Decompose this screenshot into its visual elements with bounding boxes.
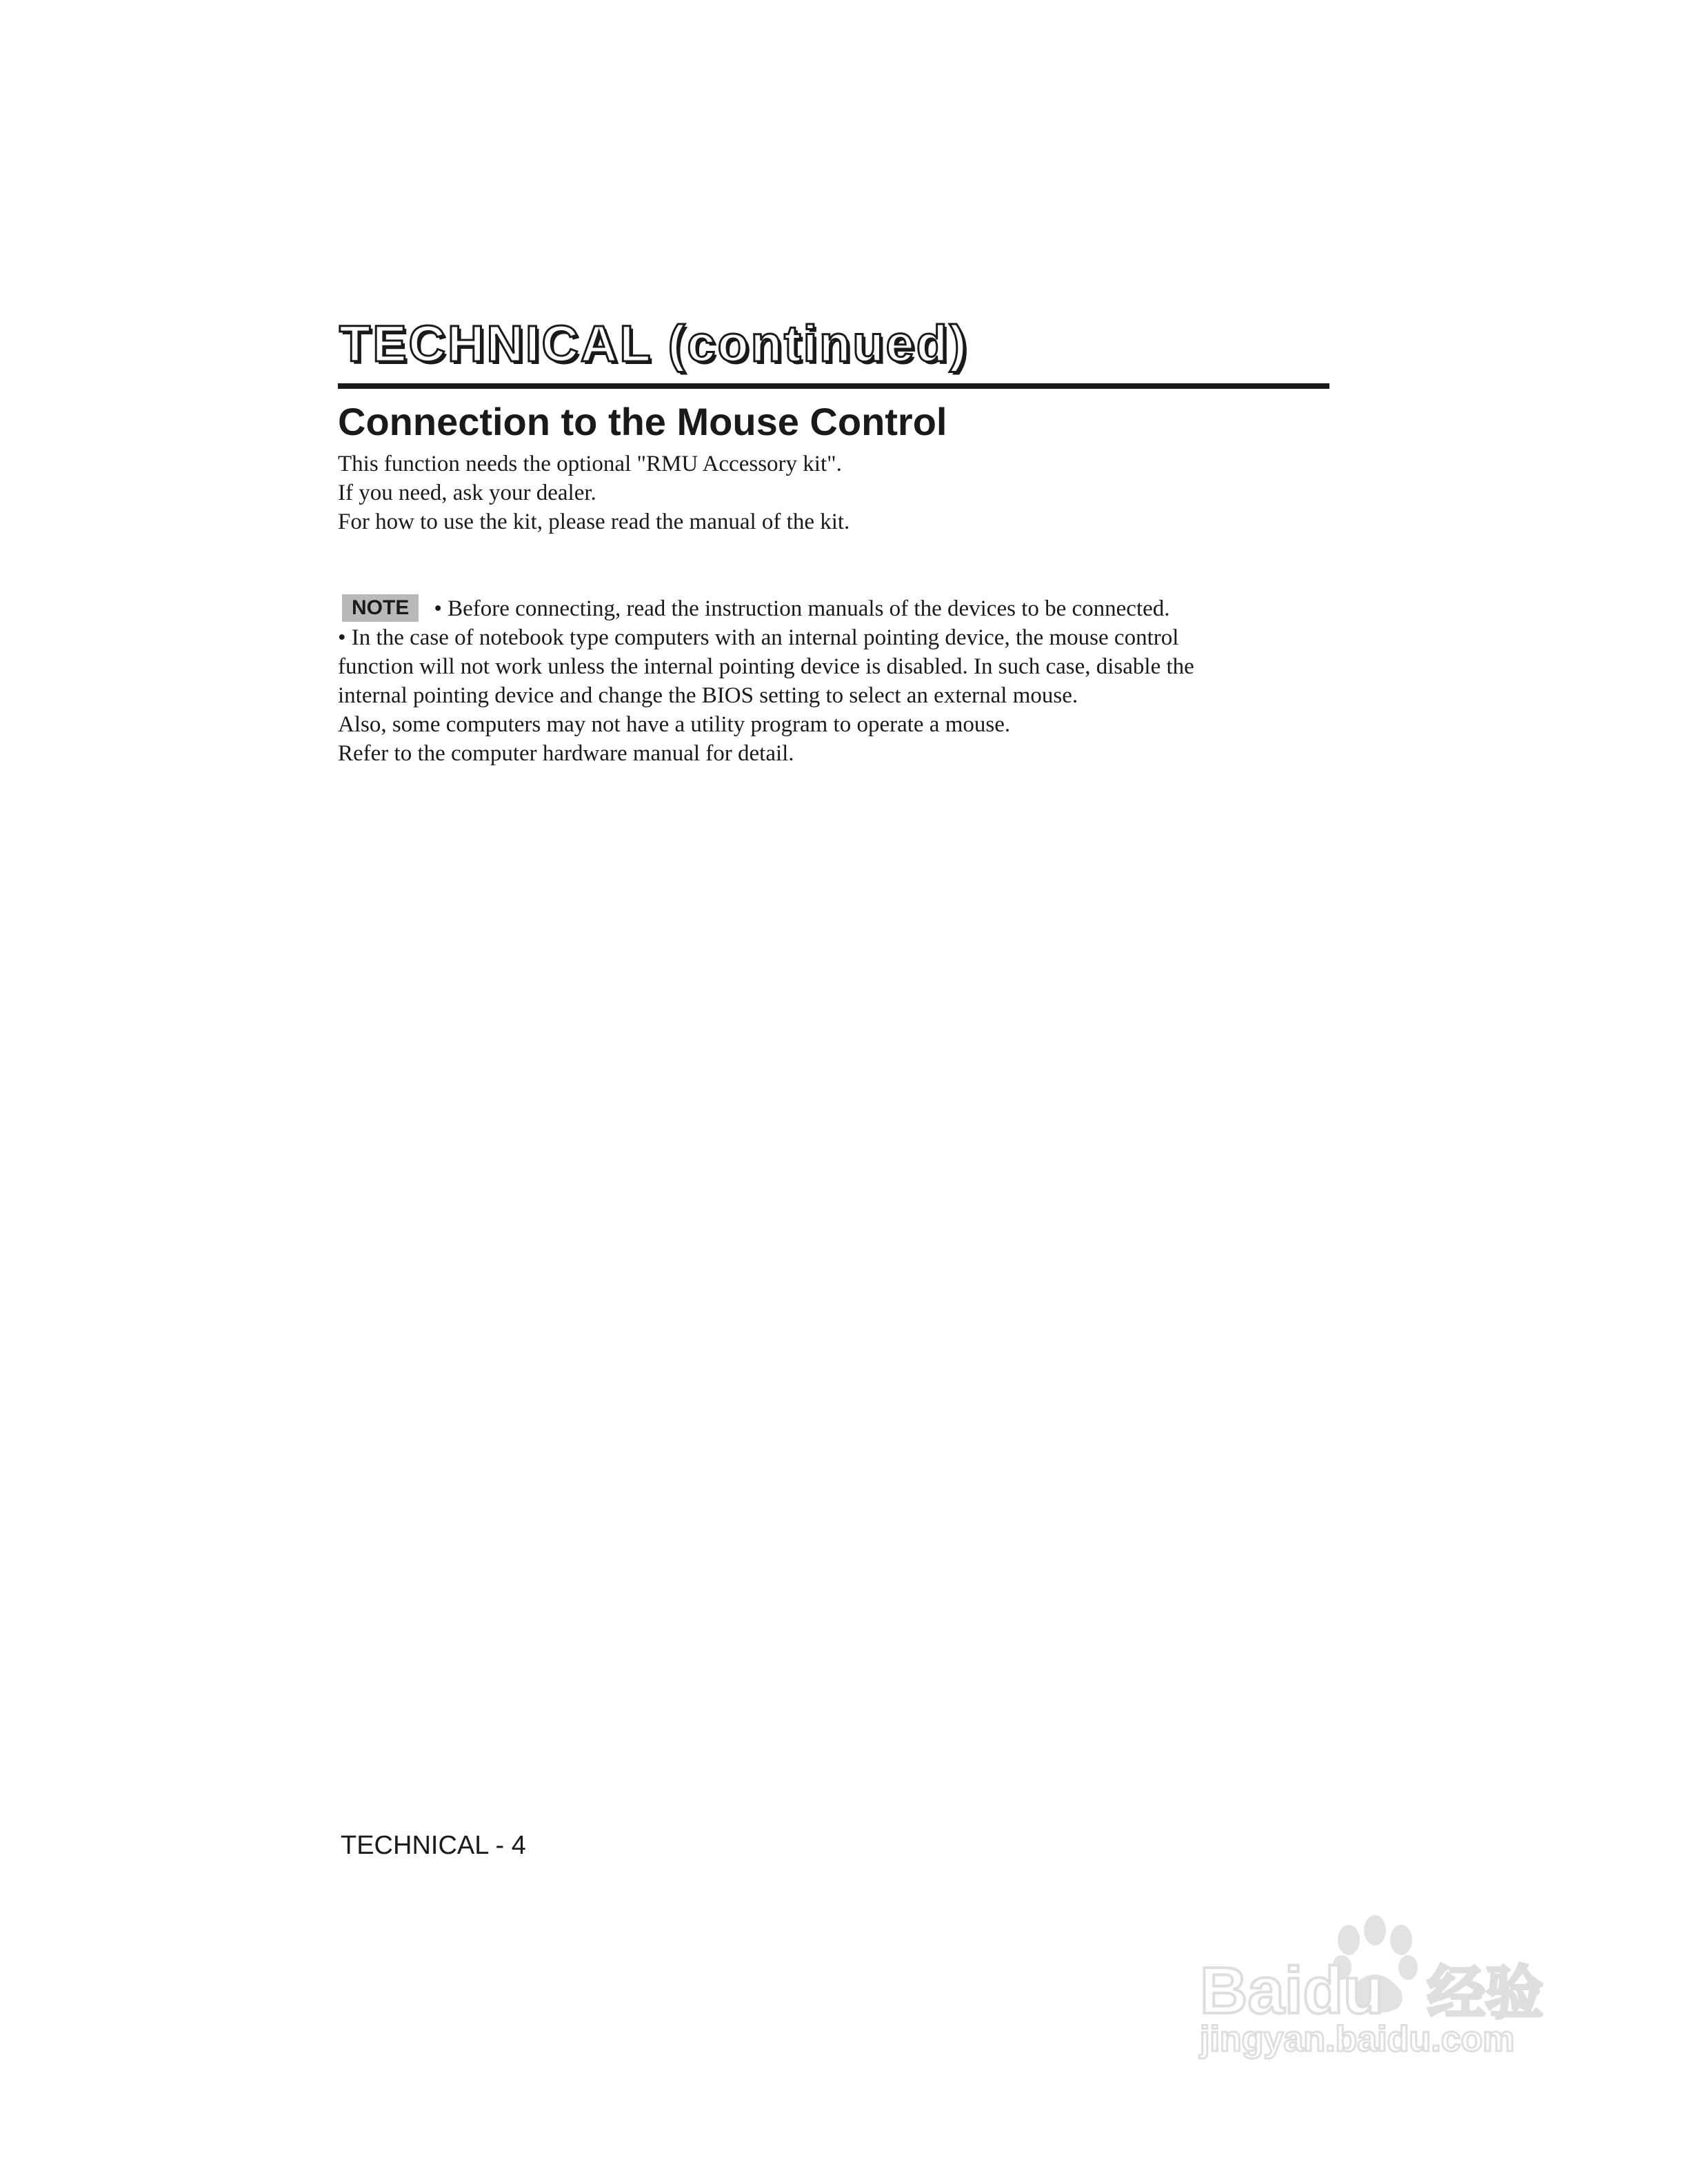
note-line: internal pointing device and change the BIOS setting to select an external mouse. xyxy=(338,683,1078,708)
note-first-text: • Before connecting, read the instruction manuals of the devices to be connected. xyxy=(434,596,1170,621)
note-line: • In the case of notebook type computers with an internal pointing device, the mouse control xyxy=(338,625,1179,650)
intro-line: For how to use the kit, please read the manual of the kit. xyxy=(338,509,850,534)
note-line: Also, some computers may not have a utility program to operate a mouse. xyxy=(338,712,1011,737)
watermark-brand: Baidu xyxy=(1200,1954,1384,2028)
note-line: function will not work unless the internal pointing device is disabled. In such case, disable the xyxy=(338,654,1194,679)
note-line: Refer to the computer hardware manual for detail. xyxy=(338,741,794,766)
note-first-line xyxy=(338,594,1331,623)
intro-paragraph xyxy=(338,449,1317,536)
baidu-watermark xyxy=(1186,1910,1586,2061)
watermark-brand-cn: 经验 xyxy=(1427,1959,1544,2027)
watermark-url: jingyan.baidu.com xyxy=(1200,2019,1515,2059)
header-divider xyxy=(338,383,1329,389)
note-block xyxy=(338,594,1331,768)
note-badge: NOTE xyxy=(342,594,419,622)
page-header-title: TECHNICAL (continued) xyxy=(339,315,969,372)
intro-line: This function needs the optional "RMU Accessory kit". xyxy=(338,452,842,476)
page-footer-label: TECHNICAL - 4 xyxy=(341,1831,526,1860)
section-heading: Connection to the Mouse Control xyxy=(338,400,947,443)
intro-line: If you need, ask your dealer. xyxy=(338,481,596,505)
